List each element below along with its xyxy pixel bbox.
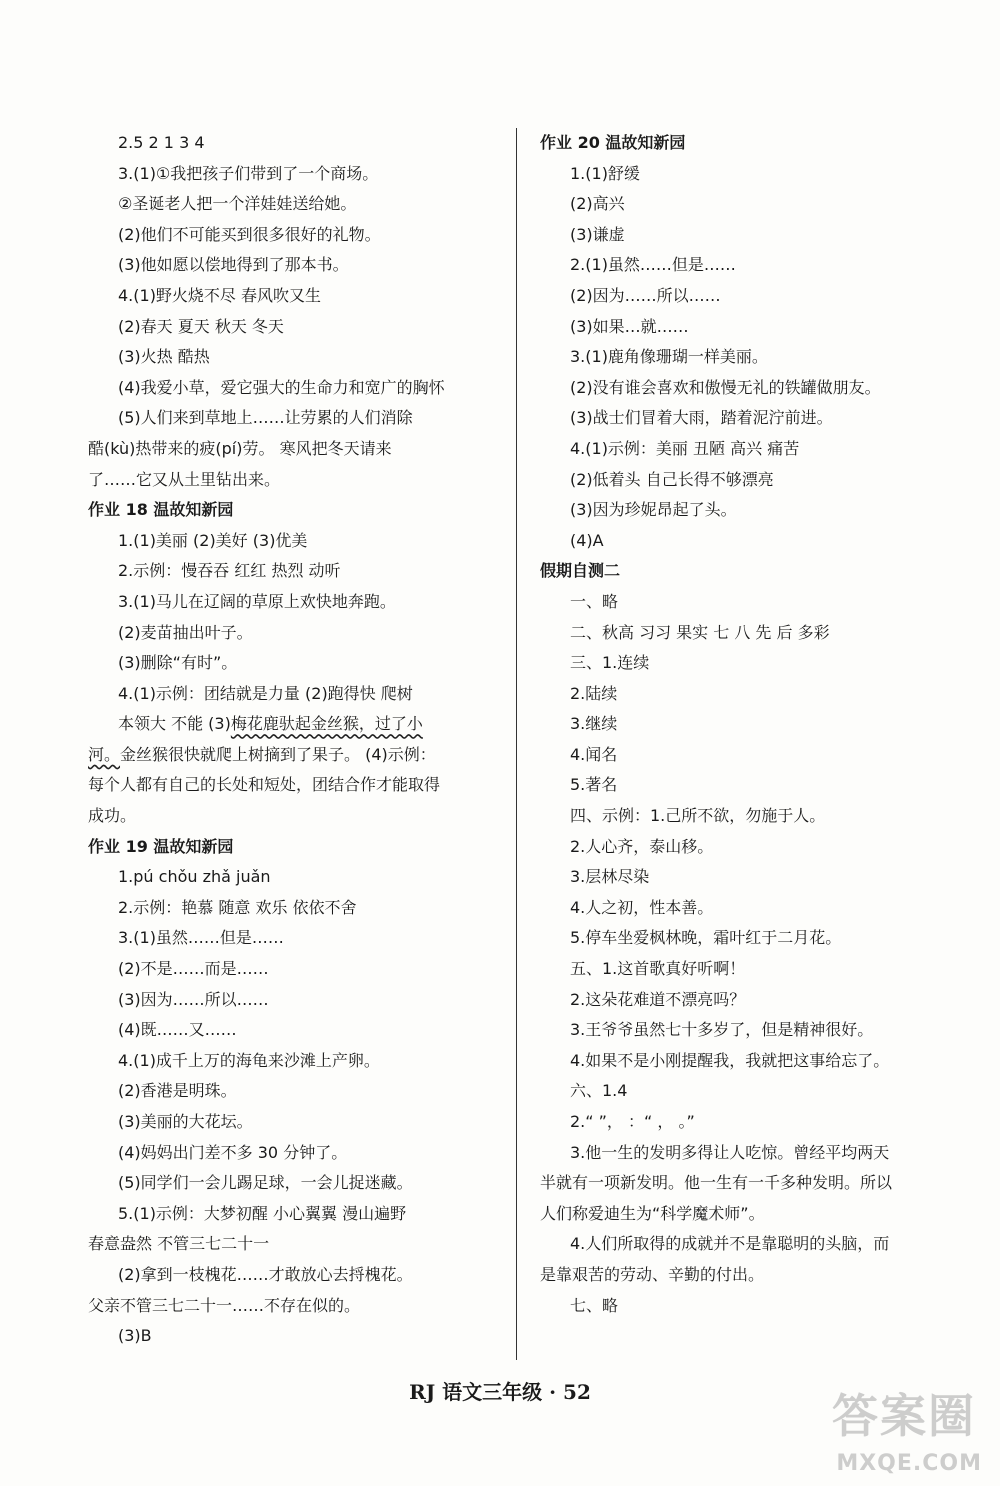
answer-line: (2)香港是明珠。 bbox=[118, 1081, 237, 1101]
answer-line: 4.闻名 bbox=[570, 744, 618, 764]
answer-line: 3.(1)虽然……但是…… bbox=[118, 928, 284, 948]
section-heading: 作业 18 温故知新园 bbox=[88, 500, 234, 520]
watermark-top: 答案圈 bbox=[832, 1389, 976, 1443]
answer-line: (3)如果…就…… bbox=[570, 316, 689, 336]
answer-line: 本领大 不能 (3)梅花鹿驮起金丝猴，过了小 bbox=[118, 714, 423, 734]
answer-line: 4.人之初，性本善。 bbox=[570, 897, 714, 917]
answer-line: 5.著名 bbox=[570, 775, 618, 795]
answer-line: 酷(kù)热带来的疲(pí)劳。 寒风把冬天请来 bbox=[88, 438, 392, 458]
answer-line: (2)麦苗抽出叶子。 bbox=[118, 622, 253, 642]
answer-line: (3)因为珍妮昂起了头。 bbox=[570, 500, 737, 520]
answer-line: (2)春天 夏天 秋天 冬天 bbox=[118, 316, 284, 336]
answer-line: ②圣诞老人把一个洋娃娃送给她。 bbox=[118, 194, 357, 214]
answer-line: (2)因为……所以…… bbox=[570, 285, 721, 305]
right-column bbox=[540, 128, 952, 1321]
answer-line: 三、1.连续 bbox=[570, 653, 650, 673]
answer-line: 3.(1)马儿在辽阔的草原上欢快地奔跑。 bbox=[118, 591, 396, 611]
answer-line: (4)既……又…… bbox=[118, 1020, 237, 1040]
answer-line: 是靠艰苦的劳动、辛勤的付出。 bbox=[540, 1264, 765, 1284]
answer-line: (3)谦虚 bbox=[570, 224, 625, 244]
answer-line: (4)A bbox=[570, 530, 604, 550]
answer-line: (3)他如愿以偿地得到了那本书。 bbox=[118, 255, 349, 275]
answer-line: 3.层林尽染 bbox=[570, 867, 650, 887]
answer-line: (3)删除“有时”。 bbox=[118, 653, 238, 673]
answer-line: 五、1.这首歌真好听啊！ bbox=[570, 959, 746, 979]
answer-line: 2.5 2 1 3 4 bbox=[118, 133, 205, 152]
answer-line: 3.继续 bbox=[570, 714, 618, 734]
answer-line: 2.示例：艳慕 随意 欢乐 依依不舍 bbox=[118, 897, 357, 917]
answer-line: 3.他一生的发明多得让人吃惊。曾经平均两天 bbox=[570, 1142, 890, 1162]
answer-line: 4.人们所取得的成就并不是靠聪明的头脑，而 bbox=[570, 1234, 890, 1254]
answer-line: (2)没有谁会喜欢和傲慢无礼的铁罐做朋友。 bbox=[570, 377, 881, 397]
answer-line: (3)美丽的大花坛。 bbox=[118, 1112, 253, 1131]
wavy-underlined-answer: 河。 bbox=[88, 744, 121, 764]
section-heading: 假期自测二 bbox=[540, 561, 621, 581]
column-divider bbox=[516, 128, 517, 1360]
answer-line: (4)妈妈出门差不多 30 分钟了。 bbox=[118, 1142, 348, 1162]
answer-line: (2)高兴 bbox=[570, 194, 625, 214]
answer-line: 4.(1)示例：团结就是力量 (2)跑得快 爬树 bbox=[118, 683, 413, 703]
answer-line: 4.如果不是小刚提醒我，我就把这事给忘了。 bbox=[570, 1050, 890, 1070]
watermark-logo bbox=[792, 1380, 982, 1476]
answer-line: 1.(1)舒缓 bbox=[570, 163, 640, 183]
answer-line: 4.(1)野火烧不尽 春风吹又生 bbox=[118, 285, 322, 305]
left-column bbox=[88, 128, 496, 1352]
answer-line: 2.陆续 bbox=[570, 683, 618, 703]
answer-line: (3)火热 酷热 bbox=[118, 347, 210, 367]
answer-line: 每个人都有自己的长处和短处，团结合作才能取得 bbox=[88, 775, 441, 795]
answer-line: 1.pú chǒu zhǎ juǎn bbox=[118, 867, 271, 887]
answer-line: 2.人心齐，泰山移。 bbox=[570, 836, 714, 856]
answer-line: (5)同学们一会儿踢足球，一会儿捉迷藏。 bbox=[118, 1173, 413, 1193]
answer-line: 2.(1)虽然……但是…… bbox=[570, 255, 736, 275]
answer-line: (5)人们来到草地上……让劳累的人们消除 bbox=[118, 408, 413, 428]
wavy-underlined-answer: 梅花鹿驮起金丝猴，过了小 bbox=[230, 714, 423, 734]
answer-line: 四、示例：1.己所不欲，勿施于人。 bbox=[570, 806, 826, 826]
section-heading: 作业 20 温故知新园 bbox=[540, 133, 686, 152]
answer-line: (2)低着头 自己长得不够漂亮 bbox=[570, 469, 774, 489]
answer-line: 父亲不管三七二十一……不存在似的。 bbox=[88, 1295, 361, 1315]
section-heading: 作业 19 温故知新园 bbox=[88, 836, 234, 856]
answer-line: 人们称爱迪生为“科学魔术师”。 bbox=[540, 1203, 765, 1223]
answer-line: (3)因为……所以…… bbox=[118, 989, 269, 1009]
answer-line: 3.王爷爷虽然七十多岁了，但是精神很好。 bbox=[570, 1020, 874, 1040]
watermark-bottom: MXQE.COM bbox=[836, 1451, 982, 1476]
answer-line: (4)我爱小草，爱它强大的生命力和宽广的胸怀 bbox=[118, 377, 445, 397]
answer-line: (3)B bbox=[118, 1326, 152, 1346]
answer-line: 春意盎然 不管三七二十一 bbox=[88, 1234, 270, 1254]
answer-line: 2.示例：慢吞吞 红红 热烈 动听 bbox=[118, 561, 341, 581]
answer-line: (3)战士们冒着大雨，踏着泥泞前进。 bbox=[570, 408, 833, 428]
answer-line: 成功。 bbox=[88, 806, 137, 826]
answer-line: 六、1.4 bbox=[570, 1081, 628, 1101]
answer-line: 半就有一项新发明。他一生有一千多种发明。所以 bbox=[540, 1173, 893, 1193]
answer-line: 2.“ ”， ：“ ， 。” bbox=[570, 1112, 695, 1131]
answer-line: 七、略 bbox=[570, 1295, 619, 1315]
answer-line: (2)拿到一枝槐花……才敢放心去捋槐花。 bbox=[118, 1264, 413, 1284]
answer-line: 3.(1)鹿角像珊瑚一样美丽。 bbox=[570, 347, 768, 367]
answer-line: 2.这朵花难道不漂亮吗？ bbox=[570, 989, 746, 1009]
answer-line: 1.(1)美丽 (2)美好 (3)优美 bbox=[118, 530, 308, 550]
answer-line: 了……它又从土里钻出来。 bbox=[88, 469, 281, 489]
answer-line: 一、略 bbox=[570, 591, 619, 611]
page-footer: RJ 语文三年级 · 52 bbox=[409, 1380, 591, 1404]
answer-line: (2)不是……而是…… bbox=[118, 959, 269, 979]
answer-line: 4.(1)成千上万的海龟来沙滩上产卵。 bbox=[118, 1050, 380, 1070]
answer-line: 5.(1)示例：大梦初醒 小心翼翼 漫山遍野 bbox=[118, 1203, 407, 1223]
answer-line: (2)他们不可能买到很多很好的礼物。 bbox=[118, 224, 381, 244]
answer-line: 4.(1)示例：美丽 丑陋 高兴 痛苦 bbox=[570, 438, 800, 458]
answer-line: 二、秋高 习习 果实 七 八 先 后 多彩 bbox=[570, 622, 830, 642]
answer-line: 5.停车坐爱枫林晚，霜叶红于二月花。 bbox=[570, 928, 842, 948]
answer-line: 河。金丝猴很快就爬上树摘到了果子。 (4)示例： bbox=[88, 744, 436, 764]
answer-line: 3.(1)①我把孩子们带到了一个商场。 bbox=[118, 163, 379, 183]
